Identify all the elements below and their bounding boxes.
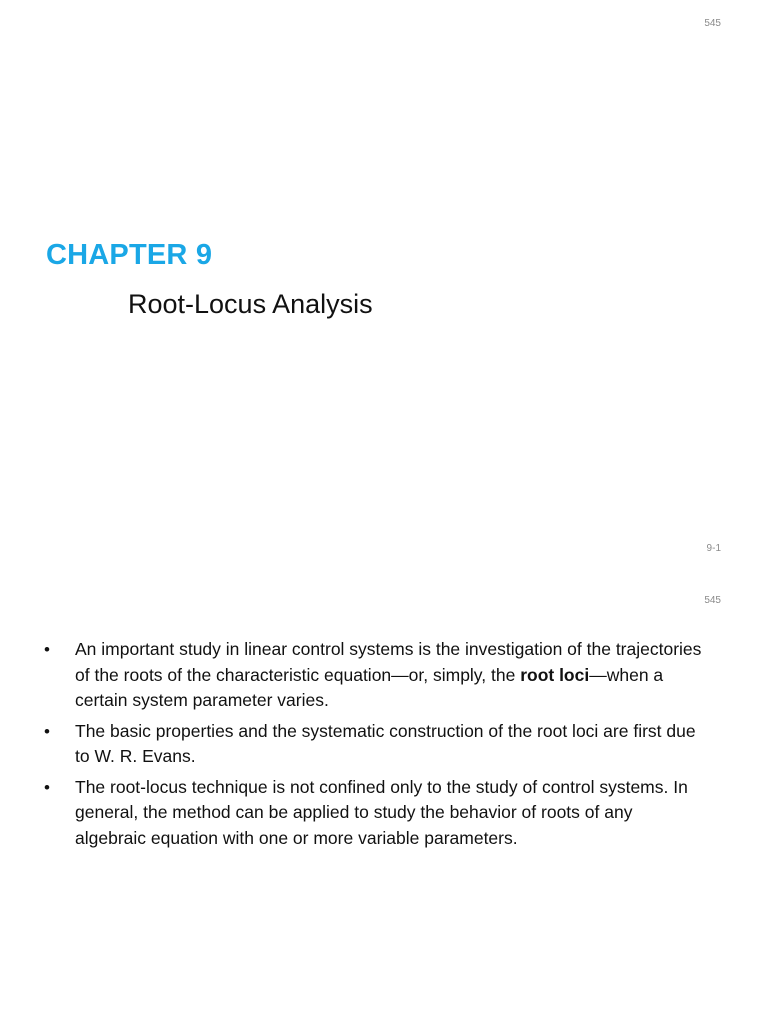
bullet-icon: • — [44, 721, 50, 741]
bullet-item — [0, 775, 768, 852]
bullet-item — [0, 637, 768, 714]
chapter-subtitle: Root-Locus Analysis — [128, 289, 373, 319]
page-number: 545 — [704, 595, 721, 606]
bullet-text: An important study in linear control systems is the investigation of the trajectories of the roots of the characteristic equation—or, simply, the — [75, 639, 702, 685]
bullet-text: —when a certain system parameter varies. — [75, 664, 664, 710]
bullet-text: The root-locus technique is not confined only to the study of control systems. In general, the method can be applied to study the behavior of roots of any algebraic equation with one or more variable parameters. — [75, 776, 688, 848]
bullet-text: The basic properties and the systematic construction of the root loci are first due to W. R. Evans. — [75, 720, 696, 766]
slide-number: 9-1 — [706, 543, 721, 554]
bullet-icon: • — [44, 640, 50, 659]
chapter-title: CHAPTER 9 — [46, 239, 213, 271]
bullet-bold-term: root loci — [520, 664, 590, 685]
content-slide — [0, 575, 768, 1024]
page-number: 545 — [704, 18, 721, 29]
bullet-item — [0, 719, 768, 770]
bullet-list — [0, 637, 768, 856]
bullet-icon: • — [44, 777, 50, 797]
